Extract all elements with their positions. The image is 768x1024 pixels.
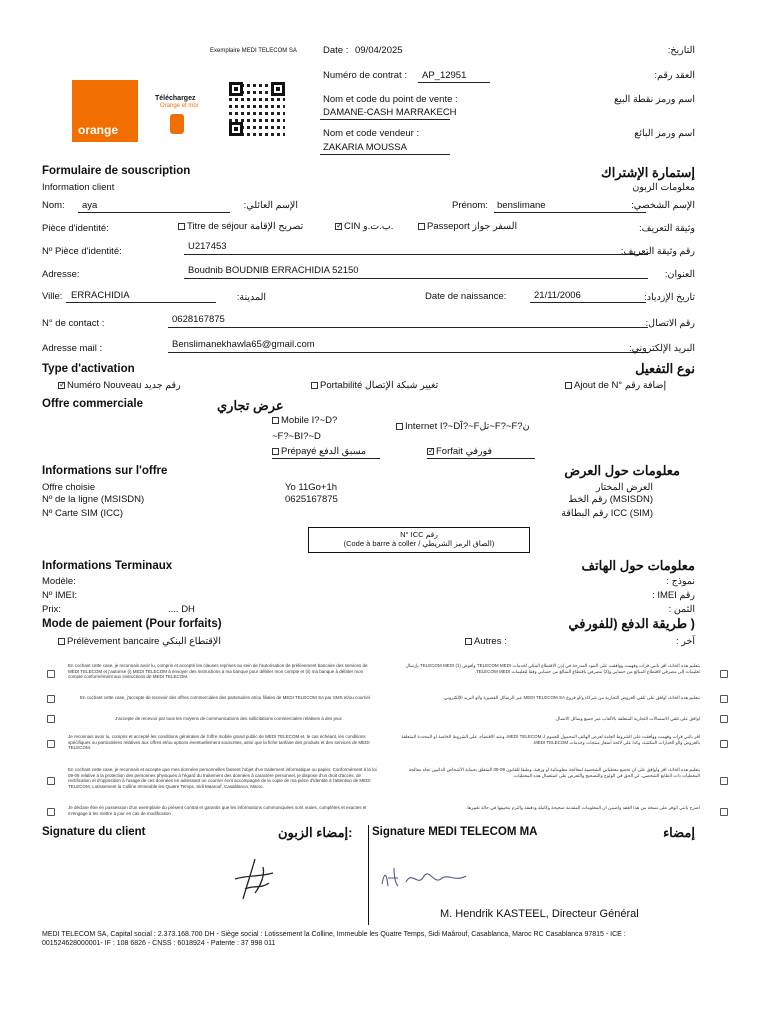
clause-checkbox[interactable]	[720, 715, 728, 723]
modele-label: Modèle:	[42, 576, 76, 587]
paiement-opt-autres-ar: آخر :	[675, 636, 695, 647]
email-label-ar: البريد الإلكتروني:	[628, 343, 695, 354]
icc-box-line1: N° ICC رقم	[400, 530, 438, 539]
offre-internet[interactable]: Internet I?~DÎ?~Fتل~F?~F?ن	[396, 421, 530, 432]
checkbox-icon[interactable]	[311, 382, 318, 389]
clause-fr: En cochant cette case, j'accepte de recevoir des offres commerciales des partenaires et/ou filiales de MEDI TELECOM SA par SMS et/ou courriel.	[80, 695, 372, 700]
clause-checkbox[interactable]	[47, 740, 55, 748]
checkbox-icon[interactable]	[396, 423, 403, 430]
adresse-label: Adresse:	[42, 269, 80, 280]
clause-checkbox[interactable]	[720, 695, 728, 703]
qr-code-icon	[229, 82, 285, 136]
download-title: Téléchargez	[155, 95, 196, 102]
info-offre-title: Informations sur l'offre	[42, 465, 168, 477]
copy-label: Exemplaire MEDI TELECOM SA	[210, 48, 297, 54]
terminaux-title-ar: معلومات حول الهاتف	[581, 558, 695, 573]
piece-opt-cin[interactable]: ✓ CIN ب.ت.و.	[335, 221, 393, 232]
clause-fr: En cochant cette case, je reconnais et accepte que mes données personnelles fassent l'objet d'un traitement informatique ou papier. Conformément à la loi 09-08 relative à la protection des personnes physiques à l'égard du traitement des données à caractère personnel, je dispose d'un droit d'accès, de rectification et d'opposition à l'usage de ces données en adressant un courrier écrit accompagné de la copie de ma pièce d'identité à l'attention de MEDI TELECOM, Lotissement la Colline Immeuble les Quatre Temps, Sidi Maarouf, Casablanca, Maroc.	[68, 767, 377, 789]
offre-choisie-label: Offre choisie	[42, 482, 96, 493]
clause-ar: بتعليم هذه الخانة، أقر بأنني قرأت وفهمت ووافقت على البنود المدرجة في إذن الاقتطاع البنكي لخدمات TELECOM MEDI وأفوض (1) TELECOM MEDI بإرسال تعليمات إلى مصرفي لاقتطاع المبالغ من حسابي و(2) مصرفي باقتطاع المبالغ من حسابي وفقا لتعليمات TELECOM MEDI.	[405, 663, 700, 674]
prenom-label-ar: الإسم الشخصي:	[631, 200, 695, 211]
clause-ar: بتعليم هذه الخانة، أقر وأوافق على أن تخضع معطياتي الشخصية لمعالجة معلوماتية أو ورقية. وطبقا للقانون 09-08 المتعلق بحماية الأشخاص الذاتيين تجاه معالجة المعطيات ذات الطابع الشخصي، لي الحق في الولوج والتصحيح والتعرض على استعمال هذه المعطيات.	[408, 767, 700, 778]
ville-label: Ville:	[42, 291, 63, 302]
signature-medi-label: Signature MEDI TELECOM MA	[372, 826, 538, 838]
imei-label: Nº IMEI:	[42, 590, 78, 601]
dob-label: Date de naissance:	[425, 291, 507, 302]
checkbox-icon[interactable]	[418, 223, 425, 230]
date-label: Date :	[323, 45, 349, 56]
paiement-opt-autres[interactable]: Autres :	[465, 636, 507, 647]
prix-label-ar: الثمن :	[668, 604, 695, 615]
activation-title: Type d'activation	[42, 363, 135, 375]
footer-line-1: MEDI TELECOM SA, Capital social : 2.373.168.700 DH - Siège social : Lotissement la Colline, Immeuble les Quatre Temps, Sidi Maârouf, Casablanca, Maroc RC Casablanca 97815 - ICE :	[42, 931, 626, 938]
orange-logo: orange	[72, 80, 138, 142]
clause-ar: أوافق على تلقي الاستمالات التجارية المتعلقة بالألعاب عبر جميع وسائل الاتصال.	[554, 716, 700, 721]
clause-ar: أقر بأنني قرأت وفهمت ووافقت على الشروط العامة لعرض الهاتف المحمول للعموم لـ MEDI TELECOM، وعند الاقتضاء، على الشروط الخاصة أو المحددة المتعلقة بالعروض و/أو الخيارات المكتتبة، وكذا على لائحة أسعار منتجات وخدمات MEDI TELECOM.	[401, 734, 700, 745]
checkbox-checked-icon[interactable]	[427, 448, 434, 455]
signature-medi-label-ar: إمضاء	[663, 825, 695, 840]
modele-label-ar: نموذج :	[666, 576, 695, 587]
offre-forfait[interactable]: ✓ Forfait فورفي	[427, 446, 492, 457]
pos-value: DAMANE-CASH MARRAKECH	[323, 107, 457, 118]
clause-checkbox[interactable]	[720, 670, 728, 678]
director-name: M. Hendrik KASTEEL, Directeur Général	[440, 908, 639, 920]
contract-label: Numéro de contrat :	[323, 70, 407, 81]
clause-fr: Je reconnais avoir lu, compris et accepté les conditions générales de l'offre mobile grand public de MEDI TELECOM et, le cas échéant, les conditions spécifiques ou particulières relatives aux offres et/ou options éventuellement souscrites, ainsi que la fiche tarifaire des produits et des services de MEDI TELECOM.	[68, 734, 370, 750]
contact-value[interactable]: 0628167875	[172, 314, 225, 325]
piece-opt-passport[interactable]: Passeport السفر جواز	[418, 221, 517, 232]
contract-label-ar: العقد رقم:	[654, 70, 695, 81]
clause-checkbox[interactable]	[720, 777, 728, 785]
ville-label-ar: المدينة:	[236, 292, 266, 303]
checkbox-checked-icon[interactable]	[58, 382, 65, 389]
date-label-ar: التاريخ:	[667, 45, 695, 56]
vendor-label-ar: اسم ورمز البائع	[634, 128, 695, 139]
offre-mobile[interactable]: Mobile I?~D?	[272, 415, 337, 426]
clause-checkbox[interactable]	[47, 715, 55, 723]
prenom-label: Prénom:	[452, 200, 488, 211]
prix-value: .... DH	[168, 604, 195, 615]
prix-label: Prix:	[42, 604, 61, 615]
clause-fr: En cochant cette case, je reconnais avoir lu, compris et accepté les clauses reprises au sein de l'autorisation de prélèvement bancaire des services de MEDI TELECOM et j'autorise (i) MEDI TELECOM à envoyer des instructions à ma banque pour débiter mon compte et (ii) ma banque à débiter mon compte conformément aux instructions de MEDI TELECOM.	[68, 663, 368, 679]
dob-label-ar: تاريخ الإزدياد:	[644, 292, 695, 303]
ligne-label: Nº de la ligne (MSISDN)	[42, 494, 145, 505]
pos-label-ar: اسم ورمز نقطة البيع	[613, 94, 695, 105]
offre-title: Offre commerciale	[42, 398, 143, 410]
imei-label-ar: رقم IMEI :	[652, 590, 695, 601]
paiement-opt-prelevement[interactable]: Prélèvement bancaire الإقتطاع البنكي	[58, 636, 221, 647]
offre-choisie-label-ar: العرض المختار	[596, 482, 653, 493]
contract-value: AP_12951	[422, 70, 467, 81]
clause-checkbox[interactable]	[720, 740, 728, 748]
email-value[interactable]: Benslimanekhawla65@gmail.com	[172, 339, 315, 350]
signature-client-label-ar: إمضاء الزبون:	[278, 825, 353, 840]
ligne-value: 0625167875	[285, 494, 338, 505]
checkbox-icon[interactable]	[272, 448, 279, 455]
clause-ar: أصرح بأنني أتوفر على نسخة من هذا العقد وأضمن أن المعلومات المقدمة صحيحة وكاملة ودقيقة وألتزم بتحيينها في حالة تغييرها.	[466, 805, 700, 810]
contact-label-ar: رقم الاتصال:	[645, 318, 695, 329]
terminaux-title: Informations Terminaux	[42, 560, 173, 572]
signature-client-label: Signature du client	[42, 826, 146, 838]
paiement-title-ar: ( طريقة الدفع (للفورفي	[568, 616, 695, 631]
clause-checkbox[interactable]	[47, 670, 55, 678]
info-offre-title-ar: معلومات حول العرض	[564, 463, 680, 478]
piece-label: Pièce d'identité:	[42, 223, 109, 234]
email-label: Adresse mail :	[42, 343, 103, 354]
clause-fr: Je déclare être en possession d'un exemplaire du présent contrat et garantis que les informations communiquées sont vraies, complètes et exactes et m'engage à les mettre à jour en cas de modification	[68, 805, 367, 816]
clause-checkbox[interactable]	[47, 695, 55, 703]
activation-opt-nouveau[interactable]: ✓Numéro Nouveau رقم جديد	[58, 380, 181, 391]
piece-num-value[interactable]: U217453	[188, 241, 227, 252]
checkbox-checked-icon[interactable]	[335, 223, 342, 230]
piece-label-ar: وثيقة التعريف:	[639, 223, 695, 234]
vendor-label: Nom et code vendeur :	[323, 128, 420, 139]
clause-checkbox[interactable]	[47, 808, 55, 816]
checkbox-icon[interactable]	[178, 223, 185, 230]
form-title: Formulaire de souscription	[42, 165, 191, 177]
checkbox-icon[interactable]	[465, 638, 472, 645]
icc-box-line2: (Code à barre à coller / الصاق الرمز الشريطي)	[343, 539, 495, 548]
activation-opt-portabilite[interactable]: Portabilité تغيير شبكة الإتصال	[311, 380, 438, 391]
adresse-label-ar: العنوان:	[664, 269, 695, 280]
checkbox-icon[interactable]	[58, 638, 65, 645]
pos-label: Nom et code du point de vente :	[323, 94, 458, 105]
sim-label: Nº Carte SIM (ICC)	[42, 508, 124, 519]
vendor-value: ZAKARIA MOUSSA	[323, 142, 407, 153]
form-title-ar: إستمارة الإشتراك	[601, 165, 695, 180]
client-info-ar: معلومات الزبون	[632, 182, 695, 193]
piece-num-label-ar: رقم وثيقة التعريف:	[620, 246, 695, 257]
adresse-value[interactable]: Boudnib BOUDNIB ERRACHIDIA 52150	[188, 265, 359, 276]
footer-line-2: 001524628000001- IF : 108 6826 - CNSS : 6018924 - Patente : 37 998 011	[42, 940, 276, 947]
clause-checkbox[interactable]	[47, 777, 55, 785]
nom-value[interactable]: aya	[82, 200, 98, 211]
offre-title-ar: عرض تجاري	[217, 398, 284, 413]
prenom-value[interactable]: benslimane	[497, 200, 546, 211]
director-signature	[378, 862, 470, 894]
checkbox-icon[interactable]	[565, 382, 572, 389]
contact-label: N° de contact :	[42, 318, 105, 329]
clause-fr: J'accepte de recevoir par tous les moyens de communications des sollicitations commerciales relatives à des jeux	[115, 716, 342, 721]
nom-label: Nom:	[42, 200, 65, 211]
activation-opt-ajout[interactable]: Ajout de N° إضافة رقم	[565, 380, 666, 391]
dob-value[interactable]: 21/11/2006	[534, 290, 581, 301]
piece-num-label: Nº Pièce d'identité:	[42, 246, 122, 257]
ville-value[interactable]: ERRACHIDIA	[71, 290, 130, 301]
sim-label-ar: (SIM) ICC رقم البطاقة	[561, 508, 653, 519]
date-value: 09/04/2025	[355, 45, 403, 56]
piece-opt-sejour[interactable]: Titre de séjour تصريح الإقامة	[178, 221, 303, 232]
download-sub: Orange et moi	[160, 103, 199, 109]
checkbox-icon[interactable]	[272, 417, 279, 424]
offre-choisie-value: Yo 11Go+1h	[285, 482, 338, 493]
ligne-label-ar: (MSISDN) رقم الخط	[568, 494, 653, 505]
activation-title-ar: نوع التفعيل	[635, 361, 695, 376]
client-signature	[225, 855, 285, 903]
offre-prepaye[interactable]: Prépayé مسبق الدفع	[272, 446, 366, 457]
nom-label-ar: الإسم العائلي:	[243, 200, 298, 211]
clause-checkbox[interactable]	[720, 808, 728, 816]
clause-ar: بتعليم هذه الخانة، أوافق على تلقي العروض التجارية من شركاء و/أو فروع MEDI TELECOM SA عبر الرسائل القصيرة و/أو البريد الإلكتروني.	[442, 695, 700, 700]
paiement-title: Mode de paiement (Pour forfaits)	[42, 618, 222, 630]
icc-barcode-box[interactable]	[308, 527, 530, 553]
offre-mobile-2: ~F?~BI?~D	[272, 431, 321, 442]
app-icon	[170, 114, 184, 134]
client-info: Information client	[42, 182, 115, 193]
